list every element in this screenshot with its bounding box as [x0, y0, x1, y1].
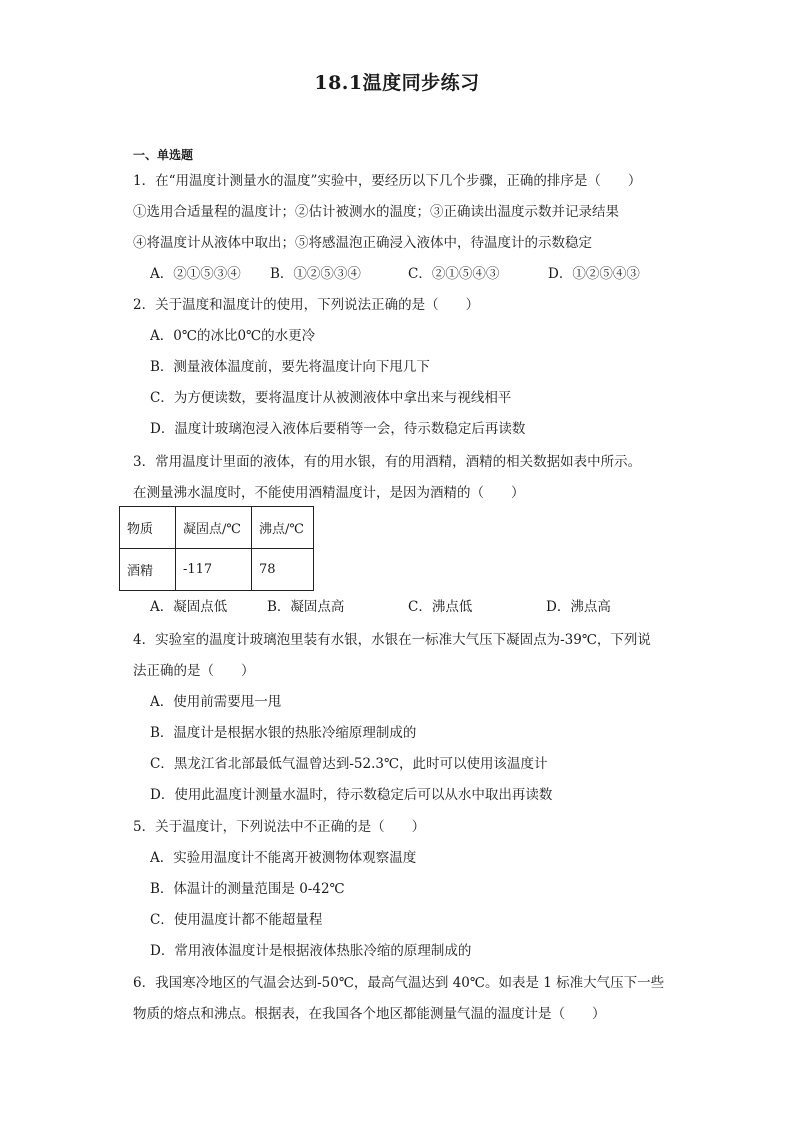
- section-heading: 一、单选题: [133, 148, 194, 162]
- question-1-steps-line-2: ④将温度计从液体中取出；⑤将感温泡正确浸入液体中，待温度计的示数稳定: [133, 235, 592, 251]
- question-5-option-c: C．使用温度计都不能超量程: [150, 912, 323, 928]
- table-header-cell: 物质: [120, 507, 176, 549]
- question-4-option-a: A．使用前需要甩一甩: [150, 694, 282, 710]
- table-header-row: [120, 507, 314, 549]
- question-2-stem: 2．关于温度和温度计的使用，下列说法正确的是（ ）: [133, 297, 480, 313]
- table-header-cell: 凝固点/℃: [176, 507, 252, 549]
- question-6-stem-line-2: 物质的熔点和沸点。根据表，在我国各个地区都能测量气温的温度计是（ ）: [133, 1006, 606, 1022]
- question-1-option-c: C．②①⑤④③: [408, 266, 500, 282]
- question-1-stem: 1．在“用温度计测量水的温度”实验中，要经历以下几个步骤，正确的排序是（ ）: [133, 173, 642, 189]
- question-4-option-d: D．使用此温度计测量水温时，待示数稳定后可以从水中取出再读数: [150, 787, 553, 803]
- table-header-cell: 沸点/℃: [252, 507, 314, 549]
- question-3-option-b: B．凝固点高: [267, 599, 345, 615]
- question-2-option-d: D．温度计玻璃泡浸入液体后要稍等一会，待示数稳定后再读数: [150, 421, 526, 437]
- alcohol-data-table: [119, 506, 314, 591]
- question-3-option-a: A．凝固点低: [150, 599, 228, 615]
- question-5-option-d: D．常用液体温度计是根据液体热胀冷缩的原理制成的: [150, 943, 472, 959]
- question-4-stem-line-2: 法正确的是（ ）: [133, 663, 255, 679]
- table-cell: 酒精: [120, 549, 176, 591]
- question-3-stem: 3．常用温度计里面的液体，有的用水银，有的用酒精，酒精的相关数据如表中所示。: [133, 454, 642, 470]
- table-row: [120, 549, 314, 591]
- table-cell: 78: [252, 549, 314, 591]
- question-2-option-a: A．0℃的冰比0℃的水更冷: [150, 328, 316, 344]
- question-2-option-b: B．测量液体温度前，要先将温度计向下甩几下: [150, 359, 430, 375]
- question-6-stem: 6．我国寒冷地区的气温会达到-50℃，最高气温达到 40℃。如表是 1 标准大气压下一些: [133, 975, 665, 991]
- question-3-option-d: D．沸点高: [546, 599, 611, 615]
- question-1-option-b: B．①②⑤③④: [270, 266, 361, 282]
- question-3-stem-line-2: 在测量沸水温度时，不能使用酒精温度计，是因为酒精的（ ）: [133, 485, 525, 501]
- question-5-option-a: A．实验用温度计不能离开被测物体观察温度: [150, 850, 417, 866]
- question-5-stem: 5．关于温度计，下列说法中不正确的是（ ）: [133, 819, 426, 835]
- question-4-stem: 4．实验室的温度计玻璃泡里装有水银，水银在一标准大气压下凝固点为-39℃，下列说: [133, 632, 651, 648]
- question-4-option-c: C．黑龙江省北部最低气温曾达到-52.3℃，此时可以使用该温度计: [150, 756, 548, 772]
- question-3-option-c: C．沸点低: [408, 599, 473, 615]
- page-title: 18.1温度同步练习: [314, 72, 480, 94]
- question-2-option-c: C．为方便读数，要将温度计从被测液体中拿出来与视线相平: [150, 390, 512, 406]
- question-5-option-b: B．体温计的测量范围是 0-42℃: [150, 881, 345, 897]
- question-4-option-b: B．温度计是根据水银的热胀冷缩原理制成的: [150, 725, 417, 741]
- question-1-option-a: A．②①⑤③④: [150, 266, 241, 282]
- table-cell: -117: [176, 549, 252, 591]
- question-1-option-d: D．①②⑤④③: [548, 266, 640, 282]
- question-1-steps-line-1: ①选用合适量程的温度计；②估计被测水的温度；③正确读出温度示数并记录结果: [133, 204, 619, 220]
